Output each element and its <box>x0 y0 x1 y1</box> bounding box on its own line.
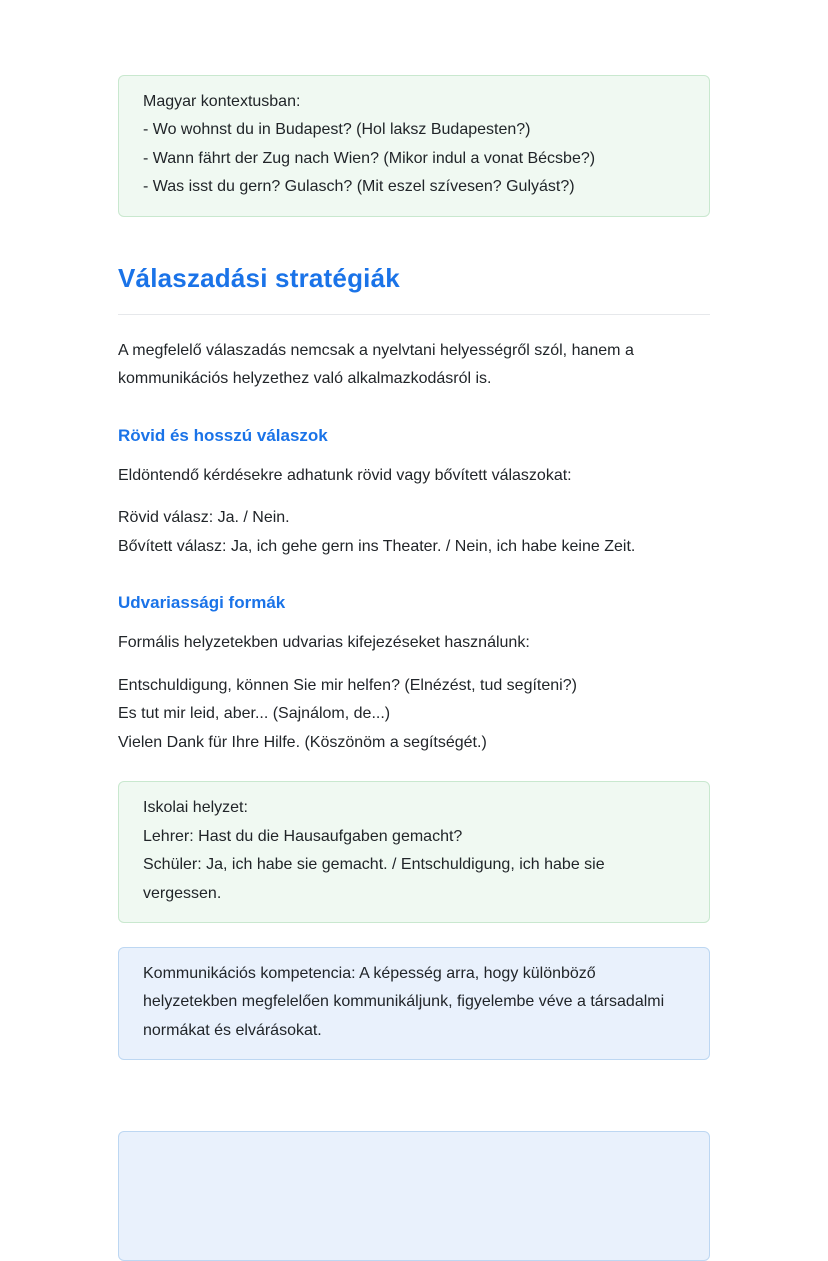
paragraph-politeness-forms: Formális helyzetekben udvarias kifejezéseket használunk: <box>118 634 530 652</box>
example-box-line: Magyar kontextusban: <box>143 93 301 110</box>
section-heading: Válaszadási stratégiák <box>118 263 710 315</box>
example-lines-politeness <box>118 672 710 757</box>
example-lines-answers <box>118 504 710 561</box>
definition-text: Kommunikációs kompetencia: A képesség arra, hogy különböző helyzetekben megfelelően kommunikáljunk, figyelembe véve a társadalmi normákat és elvárásokat. <box>143 964 665 1039</box>
example-line: Entschuldigung, können Sie mir helfen? (Elnézést, tud segíteni?) <box>118 676 577 694</box>
example-line: Es tut mir leid, aber... (Sajnálom, de...) <box>118 705 391 723</box>
definition-box-communicative-competence <box>118 947 710 1060</box>
example-box-line: Iskolai helyzet: <box>143 799 248 817</box>
paragraph-short-long-answers: Eldöntendő kérdésekre adhatunk rövid vagy bővített válaszokat: <box>118 466 572 484</box>
subheading-short-long-answers: Rövid és hosszú válaszok <box>118 425 328 445</box>
example-box-school <box>118 781 710 923</box>
example-box-line: - Was isst du gern? Gulasch? (Mit eszel szívesen? Gulyást?) <box>143 178 575 196</box>
example-line: Vielen Dank für Ihre Hilfe. (Köszönöm a segítségét.) <box>118 733 487 751</box>
example-box-line: - Wo wohnst du in Budapest? (Hol laksz Budapesten?) <box>143 121 531 139</box>
intro-paragraph: A megfelelő válaszadás nemcsak a nyelvtani helyességről szól, hanem a kommunikációs helyzethez való alkalmazkodásról is. <box>118 341 634 388</box>
example-line: Bővített válasz: Ja, ich gehe gern ins Theater. / Nein, ich habe keine Zeit. <box>118 537 636 555</box>
partial-definition-box-bottom <box>118 1131 710 1261</box>
example-line: Rövid válasz: Ja. / Nein. <box>118 509 290 527</box>
example-box-line: - Wann fährt der Zug nach Wien? (Mikor indul a vonat Bécsbe?) <box>143 149 596 167</box>
subheading-politeness-forms: Udvariassági formák <box>118 593 286 613</box>
example-box-line: Lehrer: Hast du die Hausaufgaben gemacht? <box>143 827 463 845</box>
example-box-context <box>118 75 710 217</box>
example-box-line: Schüler: Ja, ich habe sie gemacht. / Entschuldigung, ich habe sie vergessen. <box>143 856 605 902</box>
